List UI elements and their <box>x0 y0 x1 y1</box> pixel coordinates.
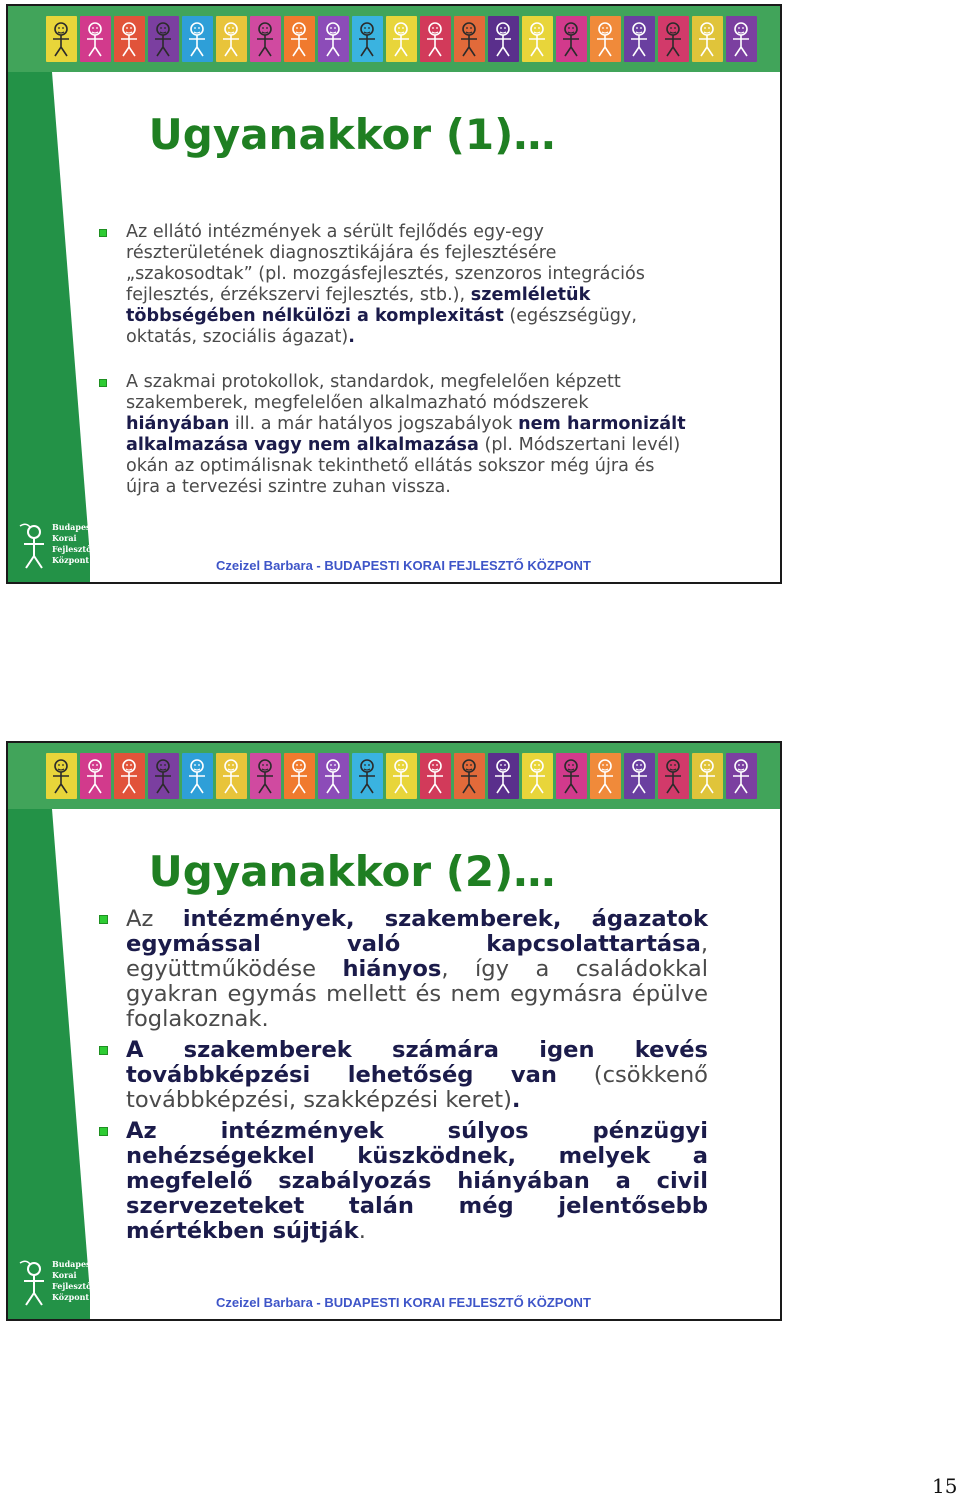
child-drawing-icon <box>216 16 247 62</box>
child-drawing-icon <box>284 16 315 62</box>
child-drawing-icon <box>352 16 383 62</box>
child-drawing-icon <box>488 753 519 799</box>
child-drawing-icon <box>420 16 451 62</box>
text: (egészségügy, oktatás, szociális ágazat) <box>126 306 637 347</box>
child-drawing-icon <box>590 753 621 799</box>
child-drawing-icon <box>318 16 349 62</box>
child-drawing-icon <box>386 16 417 62</box>
top-banner <box>8 743 780 809</box>
child-drawing-icon <box>658 753 689 799</box>
text: (csökkenő továbbképzési, szakképzési keret) <box>126 1062 708 1113</box>
slide-title: Ugyanakkor (1)… <box>148 110 556 159</box>
child-drawing-icon <box>46 16 77 62</box>
bold-text: . <box>348 327 355 347</box>
bold-text: Az intézmények súlyos pénzügyi nehézségekkel küszködnek, melyek a megfelelő szabályozás hiányában a civil szervezeteket talán még jelentősebb mértékben sújtják <box>126 1118 708 1244</box>
child-drawing-icon <box>182 753 213 799</box>
child-drawing-icon <box>250 16 281 62</box>
bullet-list <box>126 907 708 1250</box>
child-drawing-icon <box>488 16 519 62</box>
child-drawing-icon <box>80 16 111 62</box>
child-drawing-icon <box>692 753 723 799</box>
child-drawing-icon <box>556 753 587 799</box>
child-drawing-icon <box>284 753 315 799</box>
page-number: 15 <box>932 1474 958 1498</box>
text: Az <box>126 906 183 932</box>
child-drawing-icon <box>182 16 213 62</box>
logo-text: Budapesti Korai Fejlesztő Központ <box>52 522 98 565</box>
child-drawing-icon <box>590 16 621 62</box>
drawing-tiles <box>46 753 757 807</box>
child-drawing-icon <box>624 753 655 799</box>
slide-1 <box>6 4 782 584</box>
slide-title: Ugyanakkor (2)… <box>148 847 556 896</box>
child-drawing-icon <box>216 753 247 799</box>
child-drawing-icon <box>454 16 485 62</box>
child-drawing-icon <box>658 16 689 62</box>
child-figure-icon <box>18 1259 52 1309</box>
child-drawing-icon <box>522 16 553 62</box>
bullet-square-icon <box>99 1127 108 1136</box>
text: Az ellátó intézmények a sérült fejlődés egy-egy részterületének diagnosztikájára és fejlesztésére „szakosodtak” (pl. mozgásfejlesztés, szenzoros integrációs fejlesztés, érzékszervi fejlesztés, stb.), <box>126 222 645 305</box>
text: , így a családokkal gyakran egymás mellett és nem egymásra épülve foglakoznak. <box>126 956 708 1032</box>
bullet-square-icon <box>99 1046 108 1055</box>
child-drawing-icon <box>556 16 587 62</box>
bullet-list <box>126 222 686 522</box>
bold-text: szemléletük többségében nélkülözi a komplexitást <box>126 285 591 326</box>
bold-text: . <box>511 1087 521 1113</box>
child-drawing-icon <box>726 16 757 62</box>
slide-2 <box>6 741 782 1321</box>
bkfk-logo <box>18 522 98 572</box>
child-drawing-icon <box>80 753 111 799</box>
child-drawing-icon <box>46 753 77 799</box>
slide-footer: Czeizel Barbara - BUDAPESTI KORAI FEJLESZTŐ KÖZPONT <box>216 1295 591 1310</box>
child-drawing-icon <box>386 753 417 799</box>
slide-footer: Czeizel Barbara - BUDAPESTI KORAI FEJLESZTŐ KÖZPONT <box>216 558 591 573</box>
child-drawing-icon <box>692 16 723 62</box>
bullet-item <box>126 1119 708 1244</box>
child-drawing-icon <box>454 753 485 799</box>
bullet-square-icon <box>99 379 107 387</box>
child-figure-icon <box>18 522 52 572</box>
text: (pl. Módszertani levél) okán az optimálisnak tekinthető ellátás sokszor még újra és újra a tervezési szintre zuhan vissza. <box>126 435 681 497</box>
child-drawing-icon <box>624 16 655 62</box>
child-drawing-icon <box>352 753 383 799</box>
child-drawing-icon <box>522 753 553 799</box>
bullet-item <box>126 372 686 498</box>
bullet-item <box>126 907 708 1032</box>
logo-text: Budapesti Korai Fejlesztő Központ <box>52 1259 98 1302</box>
bullet-item <box>126 1038 708 1113</box>
bold-text: hiányos <box>342 956 442 982</box>
child-drawing-icon <box>114 16 145 62</box>
bkfk-logo <box>18 1259 98 1309</box>
bold-text: hiányában <box>126 414 230 434</box>
text: . <box>358 1218 366 1244</box>
child-drawing-icon <box>148 16 179 62</box>
bullet-square-icon <box>99 915 108 924</box>
bold-text: intézmények, szakemberek, ágazatok egymással való kapcsolattartása <box>126 906 708 957</box>
top-banner <box>8 6 780 72</box>
text: A szakmai protokollok, standardok, megfelelően képzett szakemberek, megfelelően alkalmazható módszerek <box>126 372 621 413</box>
child-drawing-icon <box>250 753 281 799</box>
text: , együttműködése <box>126 931 708 982</box>
bold-text: nem harmonizált alkalmazása vagy nem alkalmazása <box>126 414 686 455</box>
child-drawing-icon <box>318 753 349 799</box>
bullet-item <box>126 222 686 348</box>
child-drawing-icon <box>726 753 757 799</box>
text: ill. a már hatályos jogszabályok <box>229 414 519 434</box>
child-drawing-icon <box>148 753 179 799</box>
drawing-tiles <box>46 16 757 70</box>
bullet-square-icon <box>99 229 107 237</box>
child-drawing-icon <box>420 753 451 799</box>
bold-text: A szakemberek számára igen kevés továbbképzési lehetőség van <box>126 1037 708 1088</box>
child-drawing-icon <box>114 753 145 799</box>
